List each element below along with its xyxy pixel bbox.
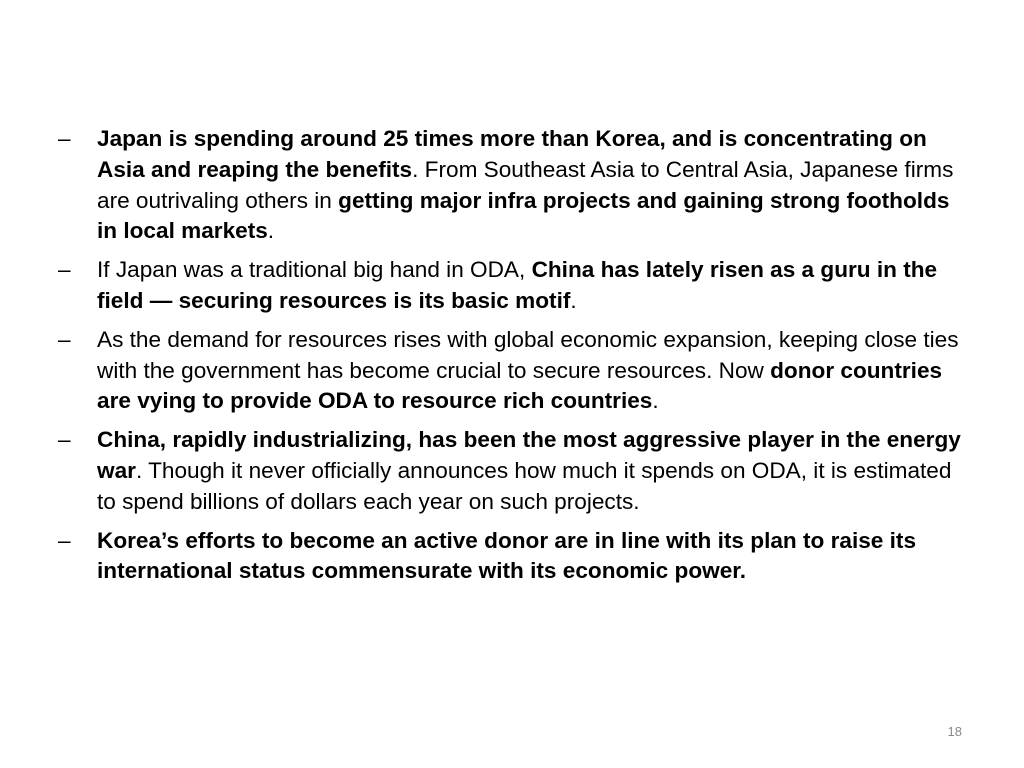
text-segment: If Japan was a traditional big hand in ODA, — [97, 257, 532, 283]
bullet-dash: – — [58, 427, 71, 453]
bullet-item-china-energy-war — [58, 425, 970, 517]
bullet-dash: – — [58, 257, 71, 283]
bullet-dash: – — [58, 126, 71, 151]
bullet-item-korea-efforts — [58, 526, 970, 588]
bullet-text — [97, 327, 959, 414]
text-segment: . — [570, 287, 577, 313]
text-segment: . — [267, 218, 275, 244]
page-number: 18 — [947, 724, 962, 739]
bullet-text — [97, 257, 937, 313]
bullet-item-china-guru — [58, 255, 970, 317]
bullet-item-resource-demand — [58, 325, 970, 417]
bold-segment: getting major infra projects and gaining strong footholds in local markets — [97, 187, 950, 244]
bold-segment: Korea’s efforts to become an active donor are in line with its plan to raise its international status commensurate with its economic power. — [97, 527, 917, 584]
bold-segment: China has lately risen as a guru in the field — securing resources is its basic motif — [97, 257, 938, 313]
bullet-dash: – — [58, 326, 71, 352]
bold-segment: China, rapidly industrializing, has been the most aggressive player in the energy war — [97, 427, 961, 483]
bullet-list — [58, 124, 970, 595]
bold-segment: donor countries are vying to provide ODA to resource rich countries — [97, 357, 943, 414]
bullet-text — [97, 427, 961, 514]
bold-segment: Japan is spending around 25 times more than Korea, and is concentrating on Asia and reaping the benefits — [97, 126, 927, 182]
text-segment: As the demand for resources rises with global economic expansion, keeping close ties with the government has become crucial to secure resources. Now — [97, 326, 959, 383]
bullet-text — [97, 528, 916, 584]
bullet-text — [97, 126, 953, 243]
bullet-dash: – — [58, 527, 71, 553]
text-segment: . — [652, 388, 659, 414]
text-segment: . From Southeast Asia to Central Asia, Japanese firms are outrivaling others in — [97, 156, 954, 213]
bullet-item-japan-spending — [58, 124, 970, 247]
text-segment: . Though it never officially announces how much it spends on ODA, it is estimated to spend billions of dollars each year on such projects. — [97, 457, 952, 514]
